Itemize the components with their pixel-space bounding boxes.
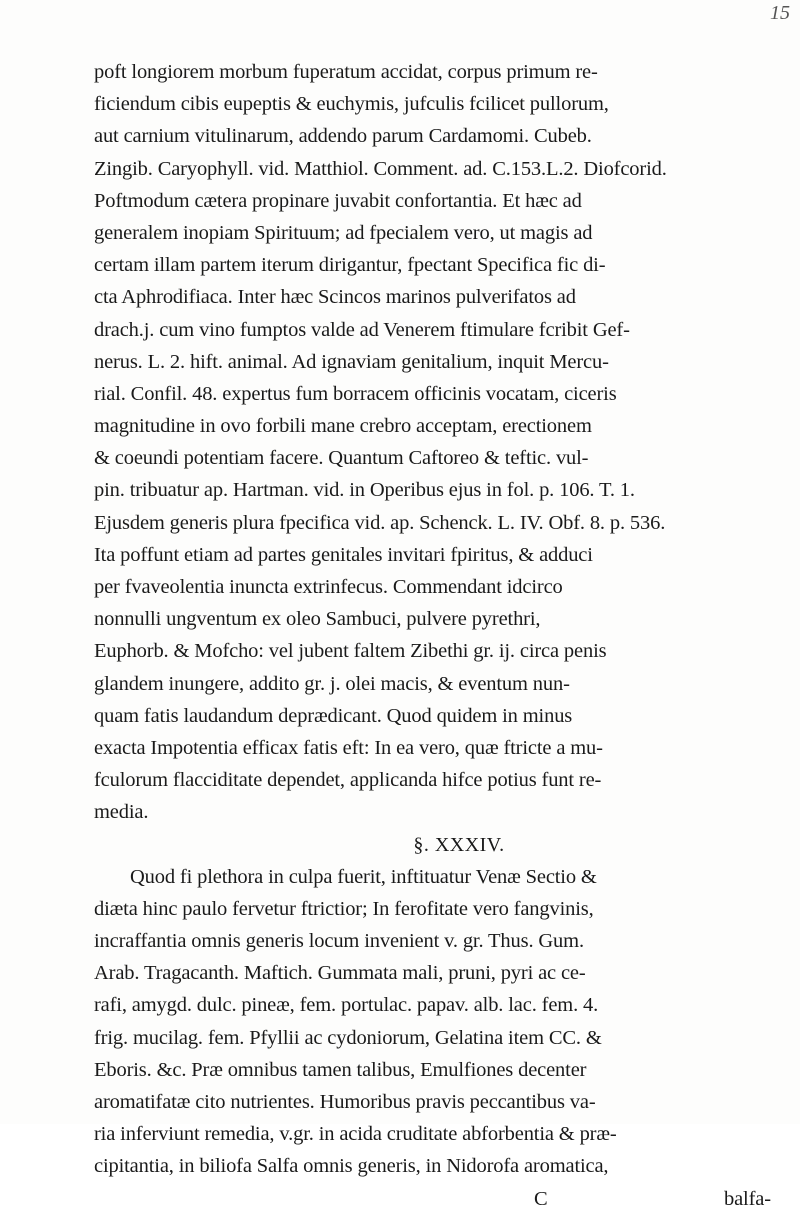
text-line: glandem inungere, addito gr. j. olei macis, & eventum nun-	[94, 672, 570, 695]
text-line: nerus. L. 2. hift. animal. Ad ignaviam genitalium, inquit Mercu-	[94, 350, 609, 373]
text-line: frig. mucilag. fem. Pfyllii ac cydoniorum, Gelatina item CC. &	[94, 1026, 602, 1049]
section-heading: §. XXXIV.	[413, 833, 505, 856]
text-line: quam fatis laudandum deprædicant. Quod quidem in minus	[94, 704, 573, 727]
text-line: rafi, amygd. dulc. pineæ, fem. portulac. papav. alb. lac. fem. 4.	[94, 994, 599, 1017]
text-line: cta Aphrodifiaca. Inter hæc Scincos marinos pulverifatos ad	[94, 286, 576, 309]
text-line: & coeundi potentiam facere. Quantum Caftoreo & teftic. vul-	[94, 447, 589, 470]
text-line: nonnulli ungventum ex oleo Sambuci, pulvere pyrethri,	[94, 608, 541, 631]
text-line: fculorum flacciditate dependet, applicanda hifce potius funt re-	[94, 769, 602, 792]
text-line: ficiendum cibis eupeptis & euchymis, jufculis fcilicet pullorum,	[94, 93, 609, 116]
text-line: Poftmodum cætera propinare juvabit confortantia. Et hæc ad	[94, 189, 582, 212]
text-line: Ejusdem generis plura fpecifica vid. ap. Schenck. L. IV. Obf. 8. p. 536.	[94, 511, 666, 534]
text-line: ria inferviunt remedia, v.gr. in acida cruditate abforbentia & præ-	[94, 1123, 617, 1146]
text-line: diæta hinc paulo fervetur ftrictior; In ferofitate vero fangvinis,	[94, 897, 594, 920]
text-line: rial. Confil. 48. expertus fum borracem officinis vocatam, ciceris	[94, 382, 617, 405]
text-line: Eboris. &c. Præ omnibus tamen talibus, Emulfiones decenter	[94, 1058, 587, 1081]
text-line: Euphorb. & Mofcho: vel jubent faltem Zibethi gr. ij. circa penis	[94, 640, 607, 663]
text-line: per fvaveolentia inuncta extrinfecus. Commendant idcirco	[94, 576, 563, 598]
text-line: magnitudine in ovo forbili mane crebro acceptam, erectionem	[94, 415, 592, 438]
text-line: drach.j. cum vino fumptos valde ad Venerem ftimulare fcribit Gef-	[94, 318, 630, 341]
catchword: balfa-	[724, 1187, 771, 1210]
text-line: Ita poffunt etiam ad partes genitales invitari fpiritus, & adduci	[94, 543, 593, 566]
text-line: Arab. Tragacanth. Maftich. Gummata mali, pruni, pyri ac ce-	[94, 962, 586, 985]
text-line: generalem inopiam Spirituum; ad fpecialem vero, ut magis ad	[94, 221, 593, 244]
text-line: Quod fi plethora in culpa fuerit, inftituatur Venæ Sectio &	[130, 865, 597, 888]
page-footer	[94, 1183, 784, 1215]
text-line: Zingib. Caryophyll. vid. Matthiol. Comment. ad. C.153.L.2. Diofcorid.	[94, 157, 667, 180]
text-line: certam illam partem iterum dirigantur, fpectant Specifica fic di-	[94, 254, 606, 277]
text-line: exacta Impotentia efficax fatis eft: In ea vero, quæ ftricte a mu-	[94, 736, 603, 759]
text-line: incraffantia omnis generis locum invenient v. gr. Thus. Gum.	[94, 930, 584, 953]
page-number: 15	[770, 2, 790, 24]
text-line: poft longiorem morbum fuperatum accidat, corpus primum re-	[94, 61, 598, 83]
text-line: cipitantia, in biliofa Salfa omnis generis, in Nidorofa aromatica,	[94, 1155, 609, 1178]
text-line: pin. tribuatur ap. Hartman. vid. in Operibus ejus in fol. p. 106. T. 1.	[94, 479, 635, 502]
text-line: aut carnium vitulinarum, addendo parum Cardamomi. Cubeb.	[94, 125, 592, 148]
body-text	[94, 56, 784, 1215]
text-line: aromatifatæ cito nutrientes. Humoribus pravis peccantibus va-	[94, 1091, 596, 1113]
text-line: media.	[94, 801, 149, 824]
signature-mark: C	[534, 1187, 548, 1210]
